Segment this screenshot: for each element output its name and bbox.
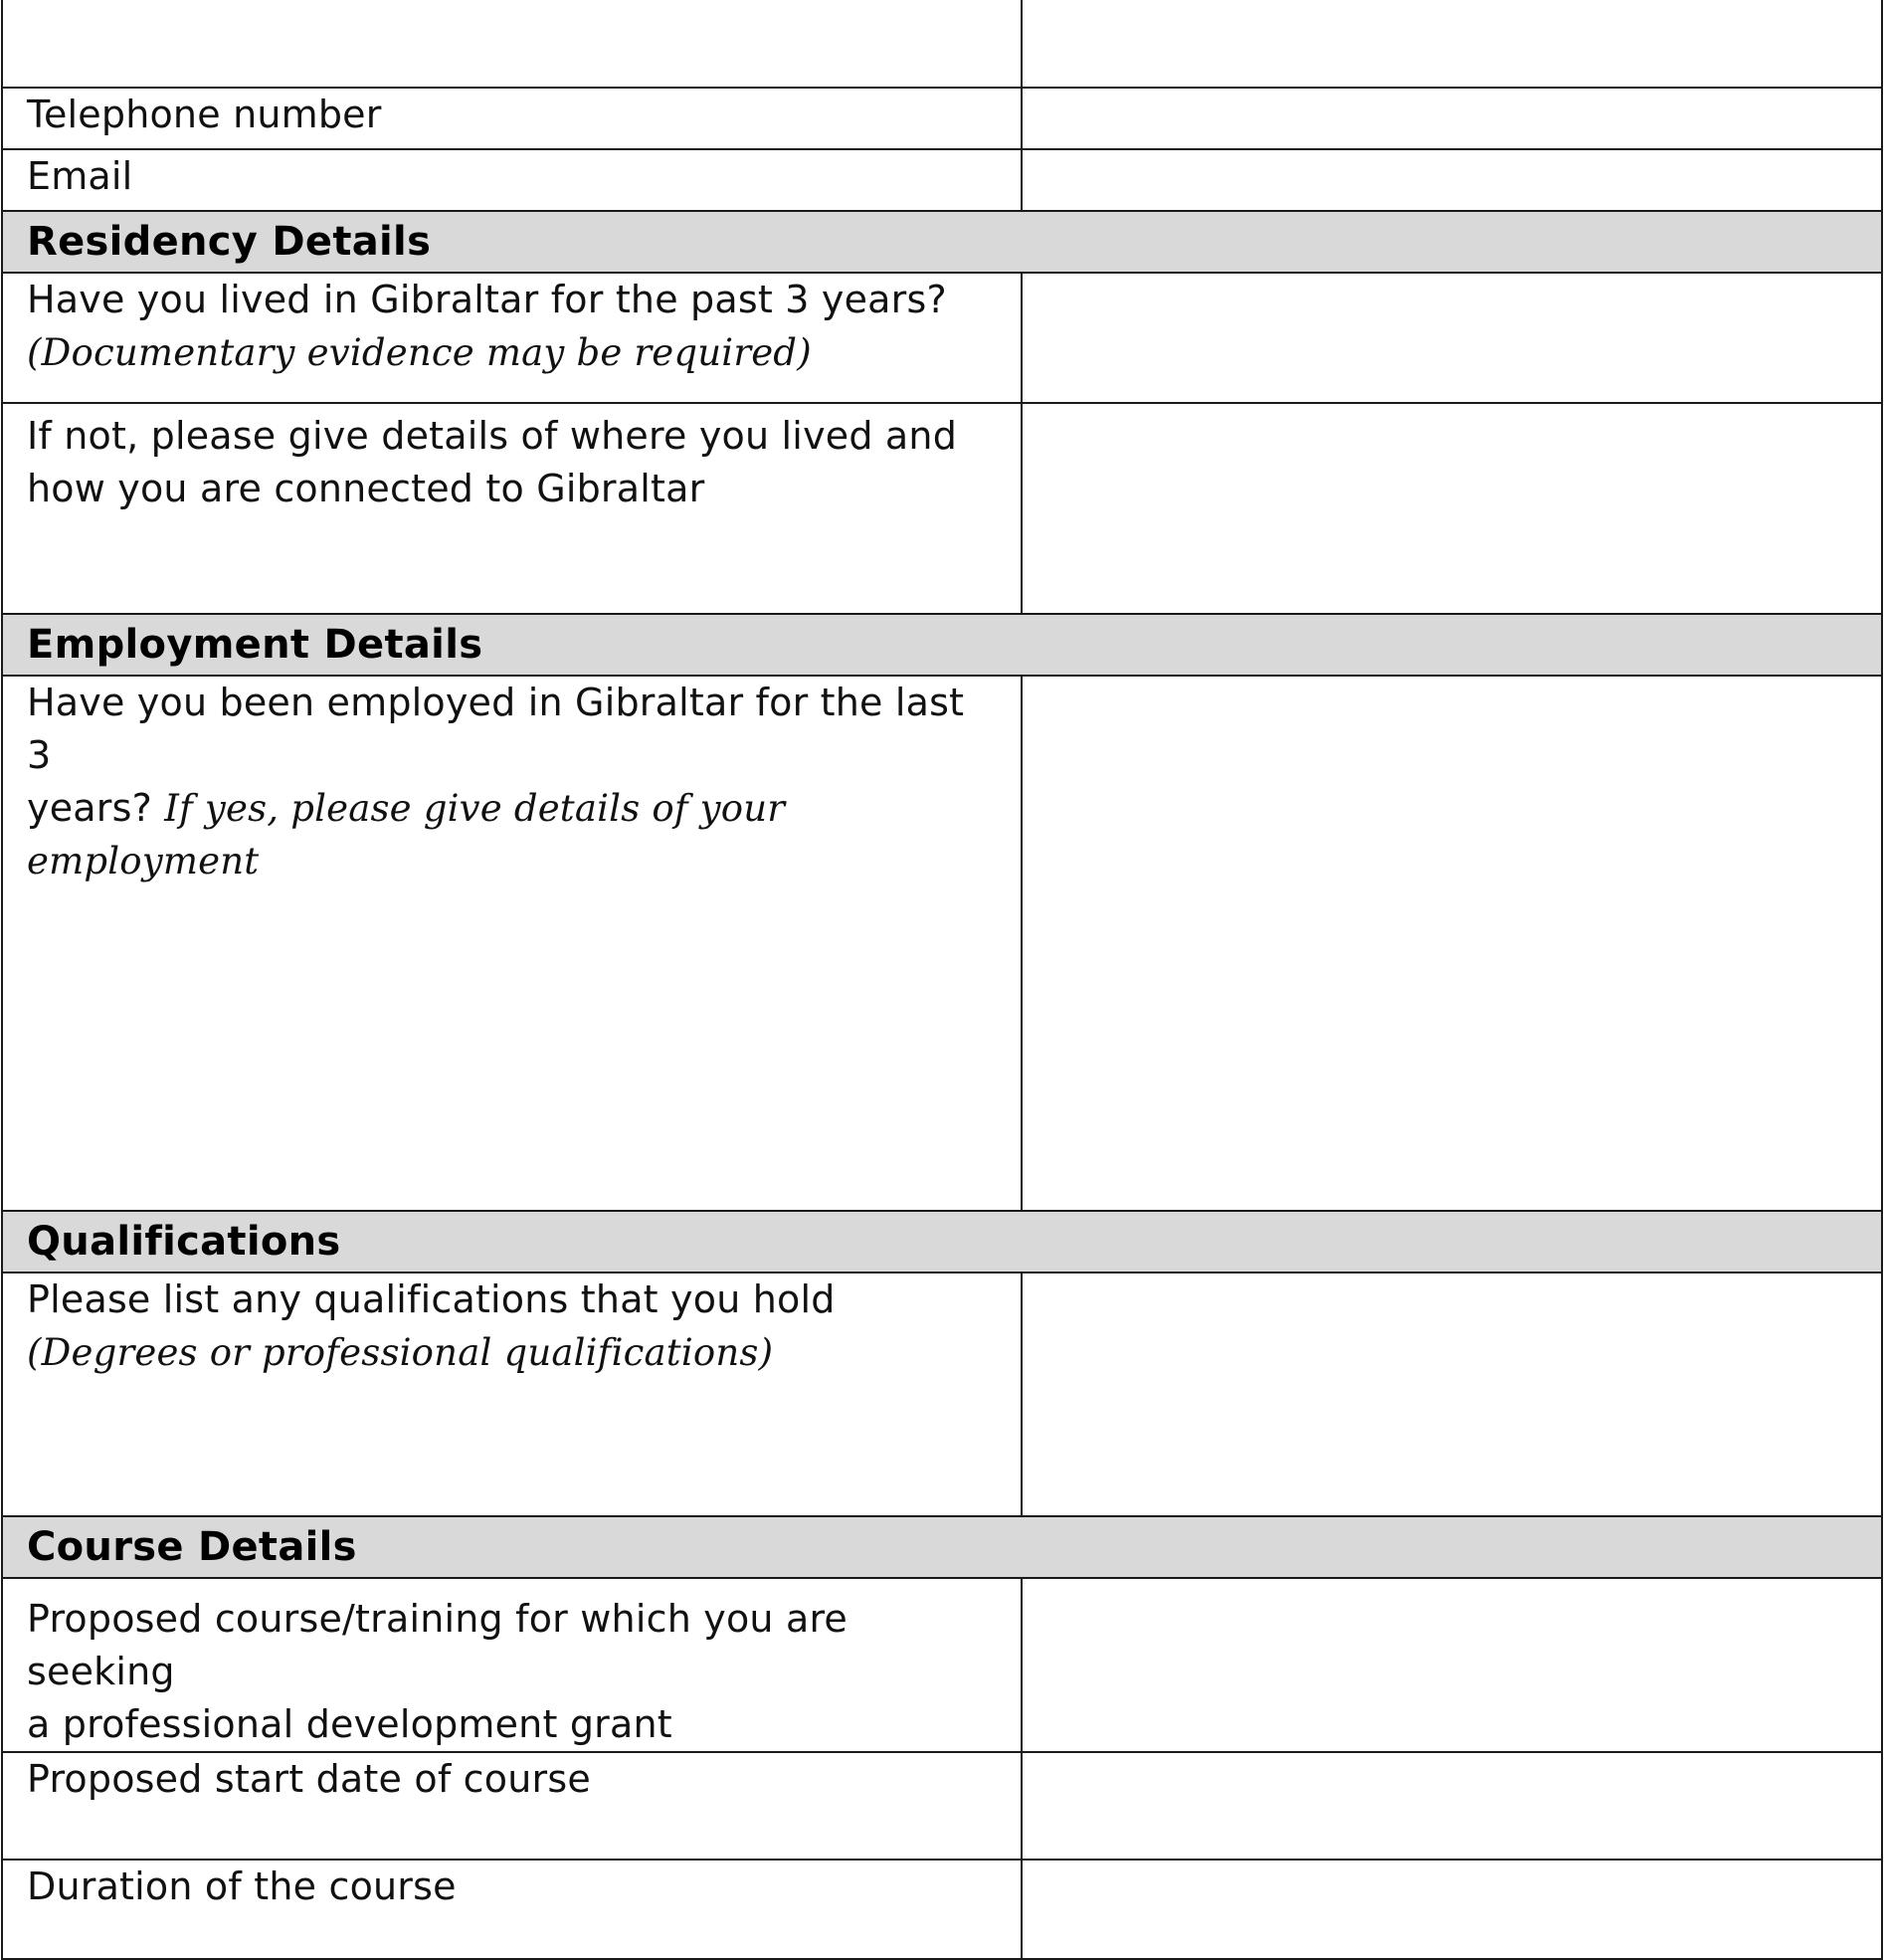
employment-q1-answer-field[interactable]	[1022, 676, 1882, 1211]
employment-section-cell	[2, 614, 1882, 676]
section-header-employment	[2, 614, 1882, 676]
qualifications-section-cell	[2, 1211, 1882, 1273]
section-header-residency	[2, 211, 1882, 273]
application-form-table	[1, 0, 1883, 1960]
course-q1-label-line2: a professional development grant	[27, 1702, 672, 1746]
qualifications-q1-label-cell	[2, 1273, 1022, 1516]
course-q3-label-cell	[2, 1860, 1022, 1959]
course-q1-answer-field[interactable]	[1022, 1578, 1882, 1752]
form-row-residency-connection	[2, 403, 1882, 614]
form-row-start-date	[2, 1752, 1882, 1860]
course-q3-label: Duration of the course	[27, 1864, 457, 1908]
email-label-cell	[2, 149, 1022, 211]
residency-q2-label-line2: how you are connected to Gibraltar	[27, 467, 705, 510]
residency-q2-answer-field[interactable]	[1022, 403, 1882, 614]
email-label: Email	[27, 154, 133, 198]
telephone-label-cell	[2, 88, 1022, 149]
residency-q2-label-line1: If not, please give details of where you lived and	[27, 414, 958, 458]
course-q3-answer-field[interactable]	[1022, 1860, 1882, 1959]
form-row-telephone	[2, 88, 1882, 149]
course-section-title: Course Details	[27, 1524, 357, 1570]
form-row-duration	[2, 1860, 1882, 1959]
qualifications-q1-answer-field[interactable]	[1022, 1273, 1882, 1516]
form-row-top	[2, 0, 1882, 88]
employment-q1-label-cell	[2, 676, 1022, 1211]
course-section-cell	[2, 1516, 1882, 1578]
top-row-answer-field[interactable]	[1022, 0, 1882, 88]
employment-section-title: Employment Details	[27, 622, 483, 668]
form-row-email	[2, 149, 1882, 211]
section-header-course	[2, 1516, 1882, 1578]
form-row-employment-3-years	[2, 676, 1882, 1211]
course-q2-answer-field[interactable]	[1022, 1752, 1882, 1860]
form-row-residency-3-years	[2, 273, 1882, 403]
employment-q1-label-line2: years?	[27, 786, 152, 830]
form-row-qualifications-list	[2, 1273, 1882, 1516]
section-header-qualifications	[2, 1211, 1882, 1273]
course-q2-label-cell	[2, 1752, 1022, 1860]
residency-q1-answer-field[interactable]	[1022, 273, 1882, 403]
course-q1-label-line1: Proposed course/training for which you are seeking	[27, 1597, 848, 1693]
employment-q1-note: If yes, please give details of your employment	[27, 787, 786, 882]
residency-q1-label-cell	[2, 273, 1022, 403]
email-field[interactable]	[1022, 149, 1882, 211]
course-q2-label: Proposed start date of course	[27, 1757, 591, 1801]
employment-q1-label-line1: Have you been employed in Gibraltar for the last 3	[27, 681, 965, 777]
qualifications-q1-note: (Degrees or professional qualifications)	[27, 1331, 774, 1374]
top-row-label-cell	[2, 0, 1022, 88]
residency-section-cell	[2, 211, 1882, 273]
residency-q1-label: Have you lived in Gibraltar for the past 3 years?	[27, 278, 947, 321]
residency-q1-note: (Documentary evidence may be required)	[27, 331, 812, 374]
qualifications-q1-label: Please list any qualifications that you hold	[27, 1277, 836, 1321]
telephone-label: Telephone number	[27, 93, 382, 136]
telephone-field[interactable]	[1022, 88, 1882, 149]
residency-section-title: Residency Details	[27, 219, 432, 265]
form-row-proposed-course	[2, 1578, 1882, 1752]
course-q1-label-cell	[2, 1578, 1022, 1752]
residency-q2-label-cell	[2, 403, 1022, 614]
qualifications-section-title: Qualifications	[27, 1219, 341, 1265]
